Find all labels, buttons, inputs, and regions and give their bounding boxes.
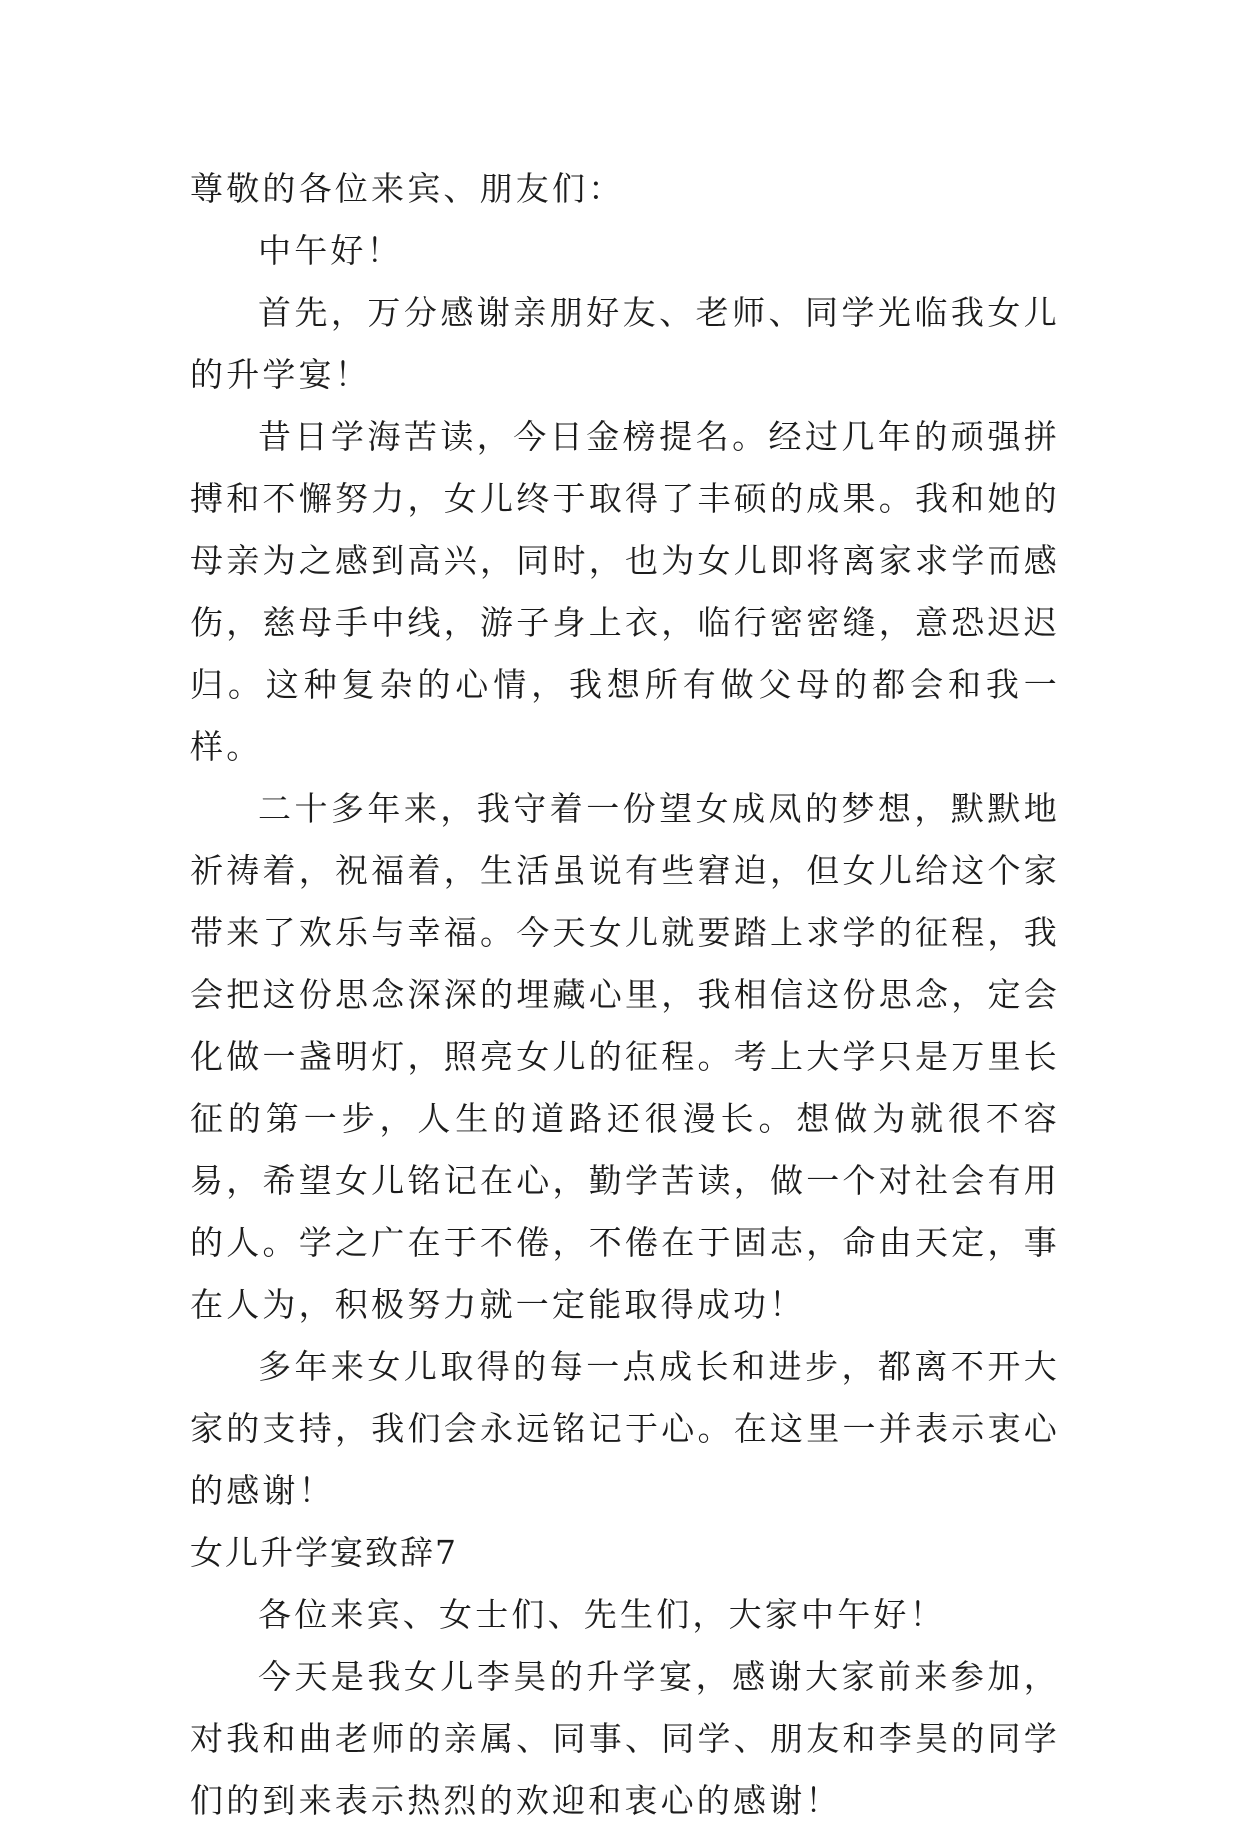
salutation: 尊敬的各位来宾、朋友们： <box>190 169 625 208</box>
section-title: 女儿升学宴致辞7 <box>190 1533 458 1572</box>
section-paragraph-greeting: 各位来宾、女士们、先生们，大家中午好！ <box>258 1595 946 1634</box>
paragraph-achievement: 昔日学海苦读，今日金榜提名。经过几年的顽强拼搏和不懈努力，女儿终于取得了丰硕的成果。我和她的母亲为之感到高兴，同时，也为女儿即将离家求学而感伤，慈母手中线，游子身上衣，临行密密缝，意恐迟迟归。这种复杂的心情，我想所有做父母的都会和我一样。 <box>190 417 1060 766</box>
paragraph-greeting: 中午好！ <box>258 231 403 270</box>
paragraph-thanks: 首先，万分感谢亲朋好友、老师、同学光临我女儿的升学宴！ <box>190 293 1060 394</box>
paragraph-wishes: 二十多年来，我守着一份望女成凤的梦想，默默地祈祷着，祝福着，生活虽说有些窘迫，但女儿给这个家带来了欢乐与幸福。今天女儿就要踏上求学的征程，我会把这份思念深深的埋藏心里，我相信这份思念，定会化做一盏明灯，照亮女儿的征程。考上大学只是万里长征的第一步，人生的道路还很漫长。想做为就很不容易，希望女儿铭记在心，勤学苦读，做一个对社会有用的人。学之广在于不倦，不倦在于固志，命由天定，事在人为，积极努力就一定能取得成功！ <box>190 789 1060 1324</box>
paragraph-gratitude: 多年来女儿取得的每一点成长和进步，都离不开大家的支持，我们会永远铭记于心。在这里一并表示衷心的感谢！ <box>190 1347 1060 1510</box>
document-body <box>190 158 1060 1832</box>
section-paragraph-welcome: 今天是我女儿李昊的升学宴，感谢大家前来参加，对我和曲老师的亲属、同事、同学、朋友和李昊的同学们的到来表示热烈的欢迎和衷心的感谢！ <box>190 1657 1060 1820</box>
